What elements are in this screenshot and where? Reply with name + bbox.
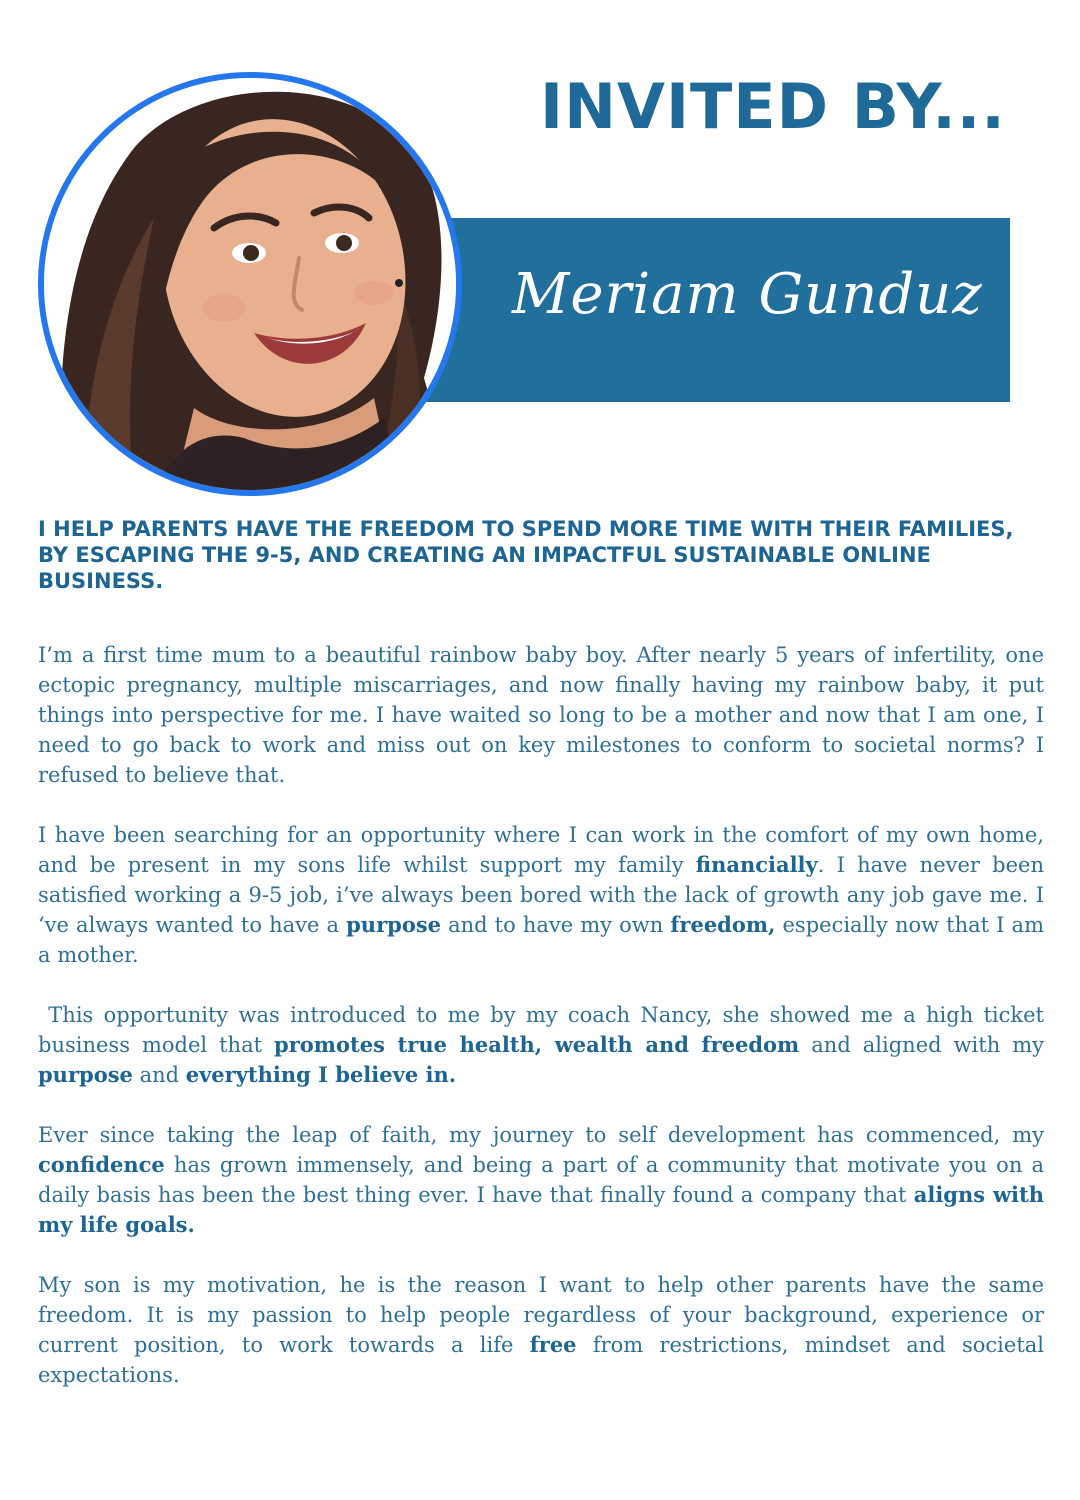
- bio-emphasis: confidence: [38, 1152, 165, 1177]
- bio-emphasis: everything I believe in.: [185, 1062, 457, 1087]
- bio-text: Ever since taking the leap of faith, my journey to self development has commenced, my: [38, 1123, 1044, 1147]
- bio-paragraph: [38, 1270, 1044, 1390]
- name-banner: [400, 218, 1010, 402]
- bio-paragraph: [38, 1120, 1044, 1240]
- bio-paragraph: [38, 640, 1044, 790]
- bio-emphasis: aligns with my life goals.: [38, 1182, 1045, 1237]
- tagline: I HELP PARENTS HAVE THE FREEDOM TO SPEND MORE TIME WITH THEIR FAMILIES, BY ESCAPING THE 9-5, AND CREATING AN IMPACTFUL SUSTAINABLE ONLINE BUSINESS.: [38, 517, 1014, 593]
- bio-emphasis: purpose: [38, 1062, 133, 1087]
- bio-emphasis: free: [529, 1332, 577, 1357]
- bio-text: and to have my own: [441, 913, 671, 937]
- page-title: INVITED BY...: [540, 70, 1006, 143]
- bio-emphasis: promotes true health, wealth and freedom: [274, 1032, 800, 1057]
- bio-text: and aligned with my: [799, 1033, 1051, 1057]
- bio-paragraph: [38, 1000, 1051, 1090]
- bio-emphasis: financially: [695, 852, 818, 877]
- bio-emphasis: purpose: [346, 912, 442, 937]
- bio-text: and: [132, 1063, 186, 1087]
- avatar: [38, 72, 462, 496]
- bio-text: from restrictions, mindset and societal expectations.: [38, 1333, 1044, 1387]
- bio: [38, 640, 1051, 1420]
- profile-photo-icon: [44, 78, 456, 490]
- bio-text: . I have never been satisfied working a 9-5 job, i’ve always been bored with the lack of growth any job gave me. I ‘ve always wanted to have a: [38, 853, 1044, 937]
- bio-text: especially now that I am a mother.: [38, 913, 1044, 967]
- bio-text: My son is my motivation, he is the reason I want to help other parents have the same freedom. It is my passion to help people regardless of your background, experience or current position, to work towards a life: [38, 1273, 1044, 1357]
- bio-text: I have been searching for an opportunity where I can work in the comfort of my own home, and be present in my sons life whilst support my family: [38, 823, 1044, 877]
- bio-text: has grown immensely, and being a part of a community that motivate you on a daily basis has been the best thing ever. I have that finally found a company that: [38, 1153, 1044, 1207]
- bio-emphasis: freedom,: [670, 912, 776, 937]
- bio-text: This opportunity was introduced to me by my coach Nancy, she showed me a high ticket business model that: [38, 1003, 1051, 1057]
- inviter-name: Meriam Gunduz: [512, 262, 983, 327]
- bio-text: I’m a first time mum to a beautiful rainbow baby boy. After nearly 5 years of infertility, one ectopic pregnancy, multiple miscarriages, and now finally having my rainbow baby, it put things into perspective for me. I have waited so long to be a mother and now that I am one, I need to go back to work and miss out on key milestones to conform to societal norms? I refused to believe that.: [38, 643, 1044, 787]
- bio-paragraph: [38, 820, 1044, 970]
